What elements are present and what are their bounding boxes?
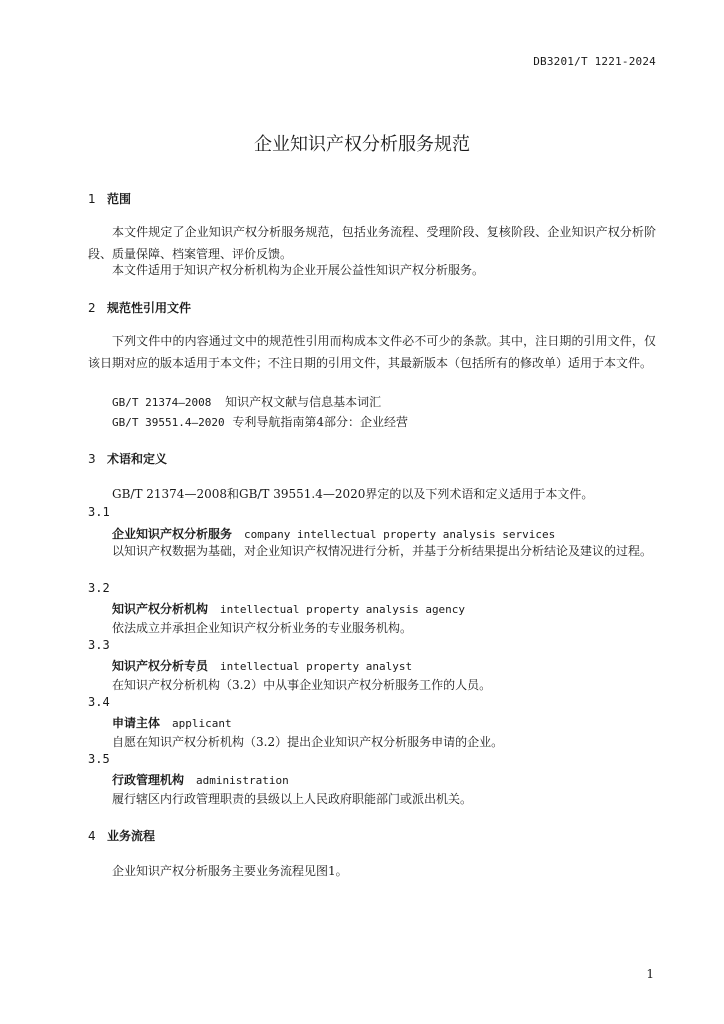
section-number: 4 xyxy=(88,829,96,843)
term-entry xyxy=(112,600,465,617)
term-definition: 在知识产权分析机构（3.2）中从事企业知识产权分析服务工作的人员。 xyxy=(112,678,492,692)
section-title: 术语和定义 xyxy=(107,452,168,466)
term-english: company intellectual property analysis services xyxy=(244,528,556,541)
section-title: 业务流程 xyxy=(107,829,156,843)
term-chinese: 知识产权分析专员 xyxy=(112,659,209,673)
term-number: 3.1 xyxy=(88,505,110,519)
reference-item xyxy=(112,413,408,430)
term-number: 3.5 xyxy=(88,752,110,766)
reference-title: 知识产权文献与信息基本词汇 xyxy=(225,395,382,409)
section-number: 2 xyxy=(88,301,96,315)
reference-item xyxy=(112,393,381,410)
section-number: 3 xyxy=(88,452,96,466)
term-chinese: 申请主体 xyxy=(112,716,161,730)
section-3-intro: GB/T 21374—2008和GB/T 39551.4—2020界定的以及下列术语和定义适用于本文件。 xyxy=(112,487,594,501)
section-2-paragraph-1: 下列文件中的内容通过文中的规范性引用而构成本文件必不可少的条款。其中，注日期的引用文件，仅该日期对应的版本适用于本文件；不注日期的引用文件，其最新版本（包括所有的修改单）适用于本文件。 xyxy=(88,334,656,370)
section-2-heading xyxy=(88,299,191,316)
term-entry xyxy=(112,771,289,788)
section-3-heading xyxy=(88,450,167,467)
section-1-heading xyxy=(88,190,131,207)
term-english: intellectual property analyst xyxy=(220,660,413,673)
term-chinese: 行政管理机构 xyxy=(112,773,185,787)
term-english: intellectual property analysis agency xyxy=(220,603,466,616)
term-number: 3.4 xyxy=(88,695,110,709)
section-1-paragraph-1: 本文件规定了企业知识产权分析服务规范，包括业务流程、受理阶段、复核阶段、企业知识产权分析阶段、质量保障、档案管理、评价反馈。 xyxy=(88,225,656,261)
page-number: 1 xyxy=(646,967,654,981)
term-entry xyxy=(112,657,412,674)
section-number: 1 xyxy=(88,192,96,206)
term-english: applicant xyxy=(172,717,232,730)
term-definition: 依法成立并承担企业知识产权分析业务的专业服务机构。 xyxy=(112,621,413,635)
term-number: 3.3 xyxy=(88,638,110,652)
section-4-heading xyxy=(88,827,155,844)
section-1-paragraph-2: 本文件适用于知识产权分析机构为企业开展公益性知识产权分析服务。 xyxy=(112,263,485,277)
term-definition: 以知识产权数据为基础，对企业知识产权情况进行分析，并基于分析结果提出分析结论及建议的过程。 xyxy=(112,544,653,558)
section-title: 范围 xyxy=(107,192,132,206)
term-entry xyxy=(112,714,232,731)
term-chinese: 企业知识产权分析服务 xyxy=(112,527,233,541)
standard-code: DB3201/T 1221-2024 xyxy=(533,55,656,68)
term-number: 3.2 xyxy=(88,581,110,595)
document-title: 企业知识产权分析服务规范 xyxy=(254,134,470,155)
reference-title: 专利导航指南第4部分：企业经营 xyxy=(232,415,409,429)
term-definition: 自愿在知识产权分析机构（3.2）提出企业知识产权分析服务申请的企业。 xyxy=(112,735,504,749)
reference-code: GB/T 39551.4—2020 xyxy=(112,416,225,429)
reference-code: GB/T 21374—2008 xyxy=(112,396,212,409)
section-title: 规范性引用文件 xyxy=(107,301,192,315)
section-4-paragraph-1: 企业知识产权分析服务主要业务流程见图1。 xyxy=(112,864,348,878)
term-definition: 履行辖区内行政管理职责的县级以上人民政府职能部门或派出机关。 xyxy=(112,792,473,806)
term-chinese: 知识产权分析机构 xyxy=(112,602,209,616)
term-english: administration xyxy=(196,774,289,787)
